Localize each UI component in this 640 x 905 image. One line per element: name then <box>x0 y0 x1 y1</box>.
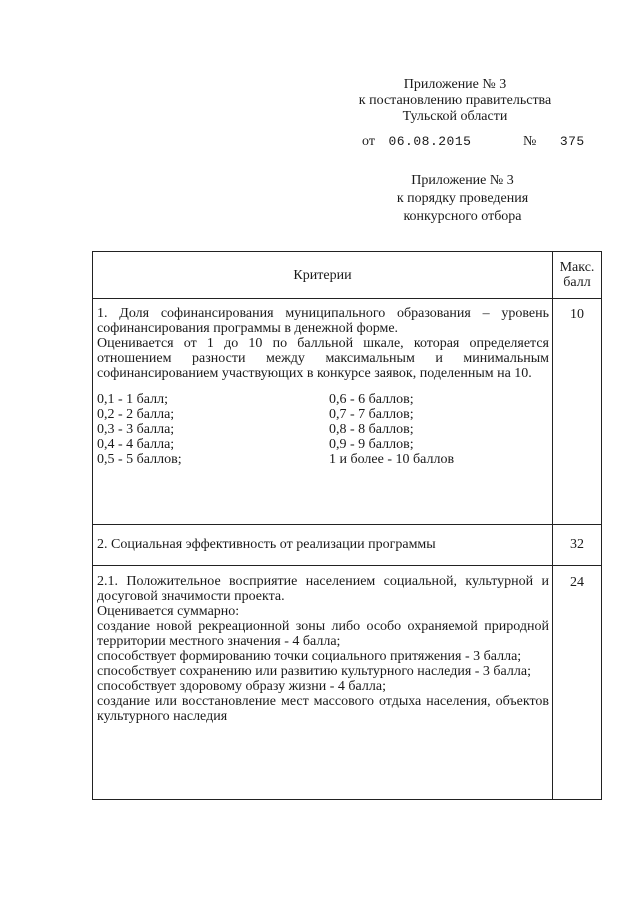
criterion-item: способствует сохранению или развитию культурного наследия - 3 балла; <box>97 664 531 679</box>
scale-item: 0,9 - 9 баллов; <box>329 437 414 452</box>
scale-item: 1 и более - 10 баллов <box>329 452 455 467</box>
max-score-value: 24 <box>570 575 584 590</box>
appendix-ref: к постановлению правительства <box>358 93 552 108</box>
date-number-line <box>362 134 585 150</box>
date-from-label: от <box>362 134 375 149</box>
appendix-header <box>340 77 570 125</box>
max-score-header-line1: Макс. <box>559 260 595 275</box>
scale-item: 0,3 - 3 балла; <box>97 422 175 437</box>
score-scale-left <box>97 392 329 467</box>
criterion-title: 2.1. Положительное восприятие населением социальной, культурной и досуговой значимости проекта. <box>97 574 549 604</box>
criterion-cell <box>93 525 553 566</box>
scale-item: 0,5 - 5 баллов; <box>97 452 182 467</box>
max-score-value: 32 <box>570 537 584 552</box>
scale-item: 0,4 - 4 балла; <box>97 437 175 452</box>
criterion-item: способствует формированию точки социального притяжения - 3 балла; <box>97 649 522 664</box>
document-number: 375 <box>559 134 585 149</box>
procedure-appendix-header <box>345 172 580 226</box>
table-header-row <box>93 252 602 299</box>
max-score-cell <box>553 525 602 566</box>
max-score-cell <box>553 566 602 800</box>
scale-item: 0,6 - 6 баллов; <box>329 392 414 407</box>
criteria-table <box>92 251 602 800</box>
max-score-column-header <box>553 252 602 299</box>
criteria-column-header: Критерии <box>93 252 553 299</box>
table-row <box>93 299 602 525</box>
scale-item: 0,7 - 7 баллов; <box>329 407 414 422</box>
criterion-summation-note: Оценивается суммарно: <box>97 604 240 619</box>
table-row <box>93 566 602 800</box>
criterion-description: Оценивается от 1 до 10 по балльной шкале, которая определяется отношением разности между максимальным и минимальным софинансированием участвующих в конкурсе заявок, поделенным на 10. <box>97 336 549 381</box>
criterion-item: способствует здоровому образу жизни - 4 балла; <box>97 679 386 694</box>
max-score-value: 10 <box>570 307 584 322</box>
max-score-header-line2: балл <box>563 275 591 290</box>
criterion-title: 2. Социальная эффективность от реализации программы <box>97 537 436 552</box>
criterion-cell <box>93 299 553 525</box>
criterion-item: создание новой рекреационной зоны либо особо охраняемой природной территории местного значения - 4 балла; <box>97 619 549 649</box>
number-label: № <box>522 134 537 149</box>
procedure-appendix-subject: конкурсного отбора <box>403 209 522 224</box>
score-scale-right <box>329 392 549 467</box>
procedure-appendix-title: Приложение № 3 <box>411 173 514 188</box>
appendix-title: Приложение № 3 <box>403 77 507 92</box>
appendix-region: Тульской области <box>402 109 508 124</box>
document-date: 06.08.2015 <box>388 134 472 149</box>
scale-item: 0,2 - 2 балла; <box>97 407 175 422</box>
scale-item: 0,8 - 8 баллов; <box>329 422 414 437</box>
scale-item: 0,1 - 1 балл; <box>97 392 168 407</box>
criterion-item: создание или восстановление мест массового отдыха населения, объектов культурного наследия <box>97 694 549 724</box>
score-scale <box>97 392 549 467</box>
max-score-cell <box>553 299 602 525</box>
procedure-appendix-ref: к порядку проведения <box>396 191 529 206</box>
criterion-title: 1. Доля софинансирования муниципального образования – уровень софинансирования программы в денежной форме. <box>97 306 549 336</box>
table-row <box>93 525 602 566</box>
criterion-cell <box>93 566 553 800</box>
